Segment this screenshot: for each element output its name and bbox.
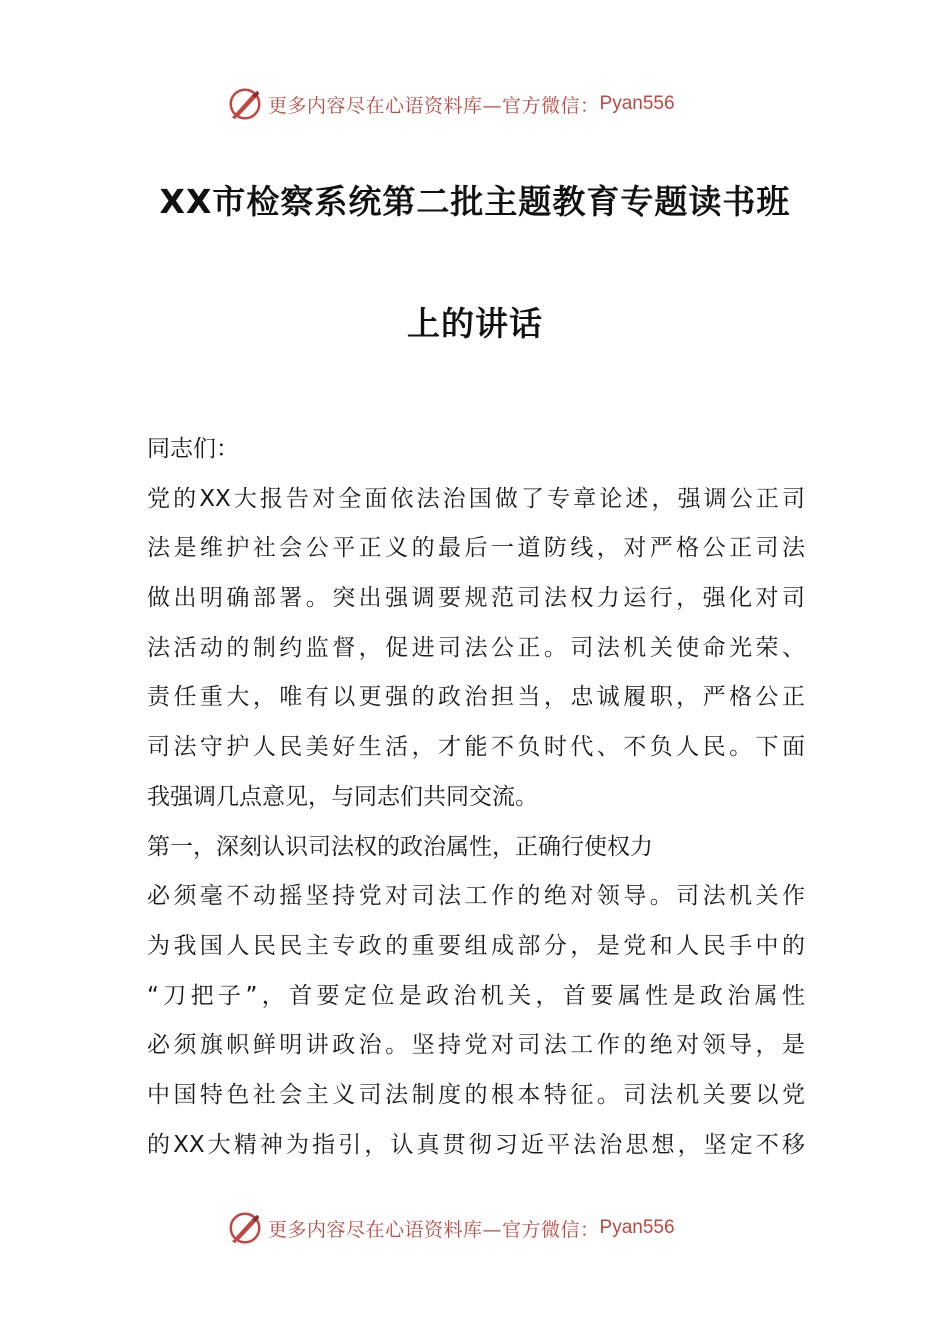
text-line: 做出明确部署。突出强调要规范司法权力运行，强化对司 [147, 585, 805, 612]
footer-watermark [226, 1208, 675, 1248]
document-body [147, 429, 805, 1174]
text-line: 为我国人民民主专政的重要组成部分，是党和人民手中的 [147, 932, 805, 959]
watermark-text: 更多内容尽在心语资料库—官方微信： [268, 94, 600, 117]
text-line: 法活动的制约监督，促进司法公正。司法机关使命光荣、 [147, 634, 805, 661]
text-line: 责任重大，唯有以更强的政治担当，忠诚履职，严格公正 [147, 684, 805, 711]
pen-circle-icon [226, 85, 264, 123]
document-title-line-2: 上的讲话 [407, 304, 543, 343]
text-line: 同志们： [147, 436, 239, 462]
header-watermark [226, 84, 675, 124]
text-line: 必须毫不动摇坚持党对司法工作的绝对领导。司法机关作 [147, 883, 805, 910]
text-line: 必须旗帜鲜明讲政治。坚持党对司法工作的绝对领导，是 [147, 1032, 805, 1059]
text-line: 的XX大精神为指引，认真贯彻习近平法治思想，坚定不移 [147, 1131, 805, 1158]
text-line: “刀把子”，首要定位是政治机关，首要属性是政治属性 [147, 982, 805, 1009]
text-line: 党的XX大报告对全面依法治国做了专章论述，强调公正司 [147, 485, 805, 512]
section-heading: 第一，深刻认识司法权的政治属性，正确行使权力 [147, 833, 653, 860]
text-line: 司法守护人民美好生活，才能不负时代、不负人民。下面 [147, 734, 805, 761]
text-line: 法是维护社会公平正义的最后一道防线，对严格公正司法 [147, 535, 805, 562]
text-line: 我强调几点意见，与同志们共同交流。 [147, 783, 538, 810]
watermark-wechat-id: Pyan556 [599, 1217, 675, 1238]
document-title-line-1: XX市检察系统第二批主题教育专题读书班 [159, 182, 791, 221]
watermark-wechat-id: Pyan556 [599, 93, 675, 114]
text-line: 中国特色社会主义司法制度的根本特征。司法机关要以党 [147, 1081, 805, 1108]
watermark-text: 更多内容尽在心语资料库—官方微信： [268, 1218, 600, 1241]
pen-circle-icon [226, 1209, 264, 1247]
